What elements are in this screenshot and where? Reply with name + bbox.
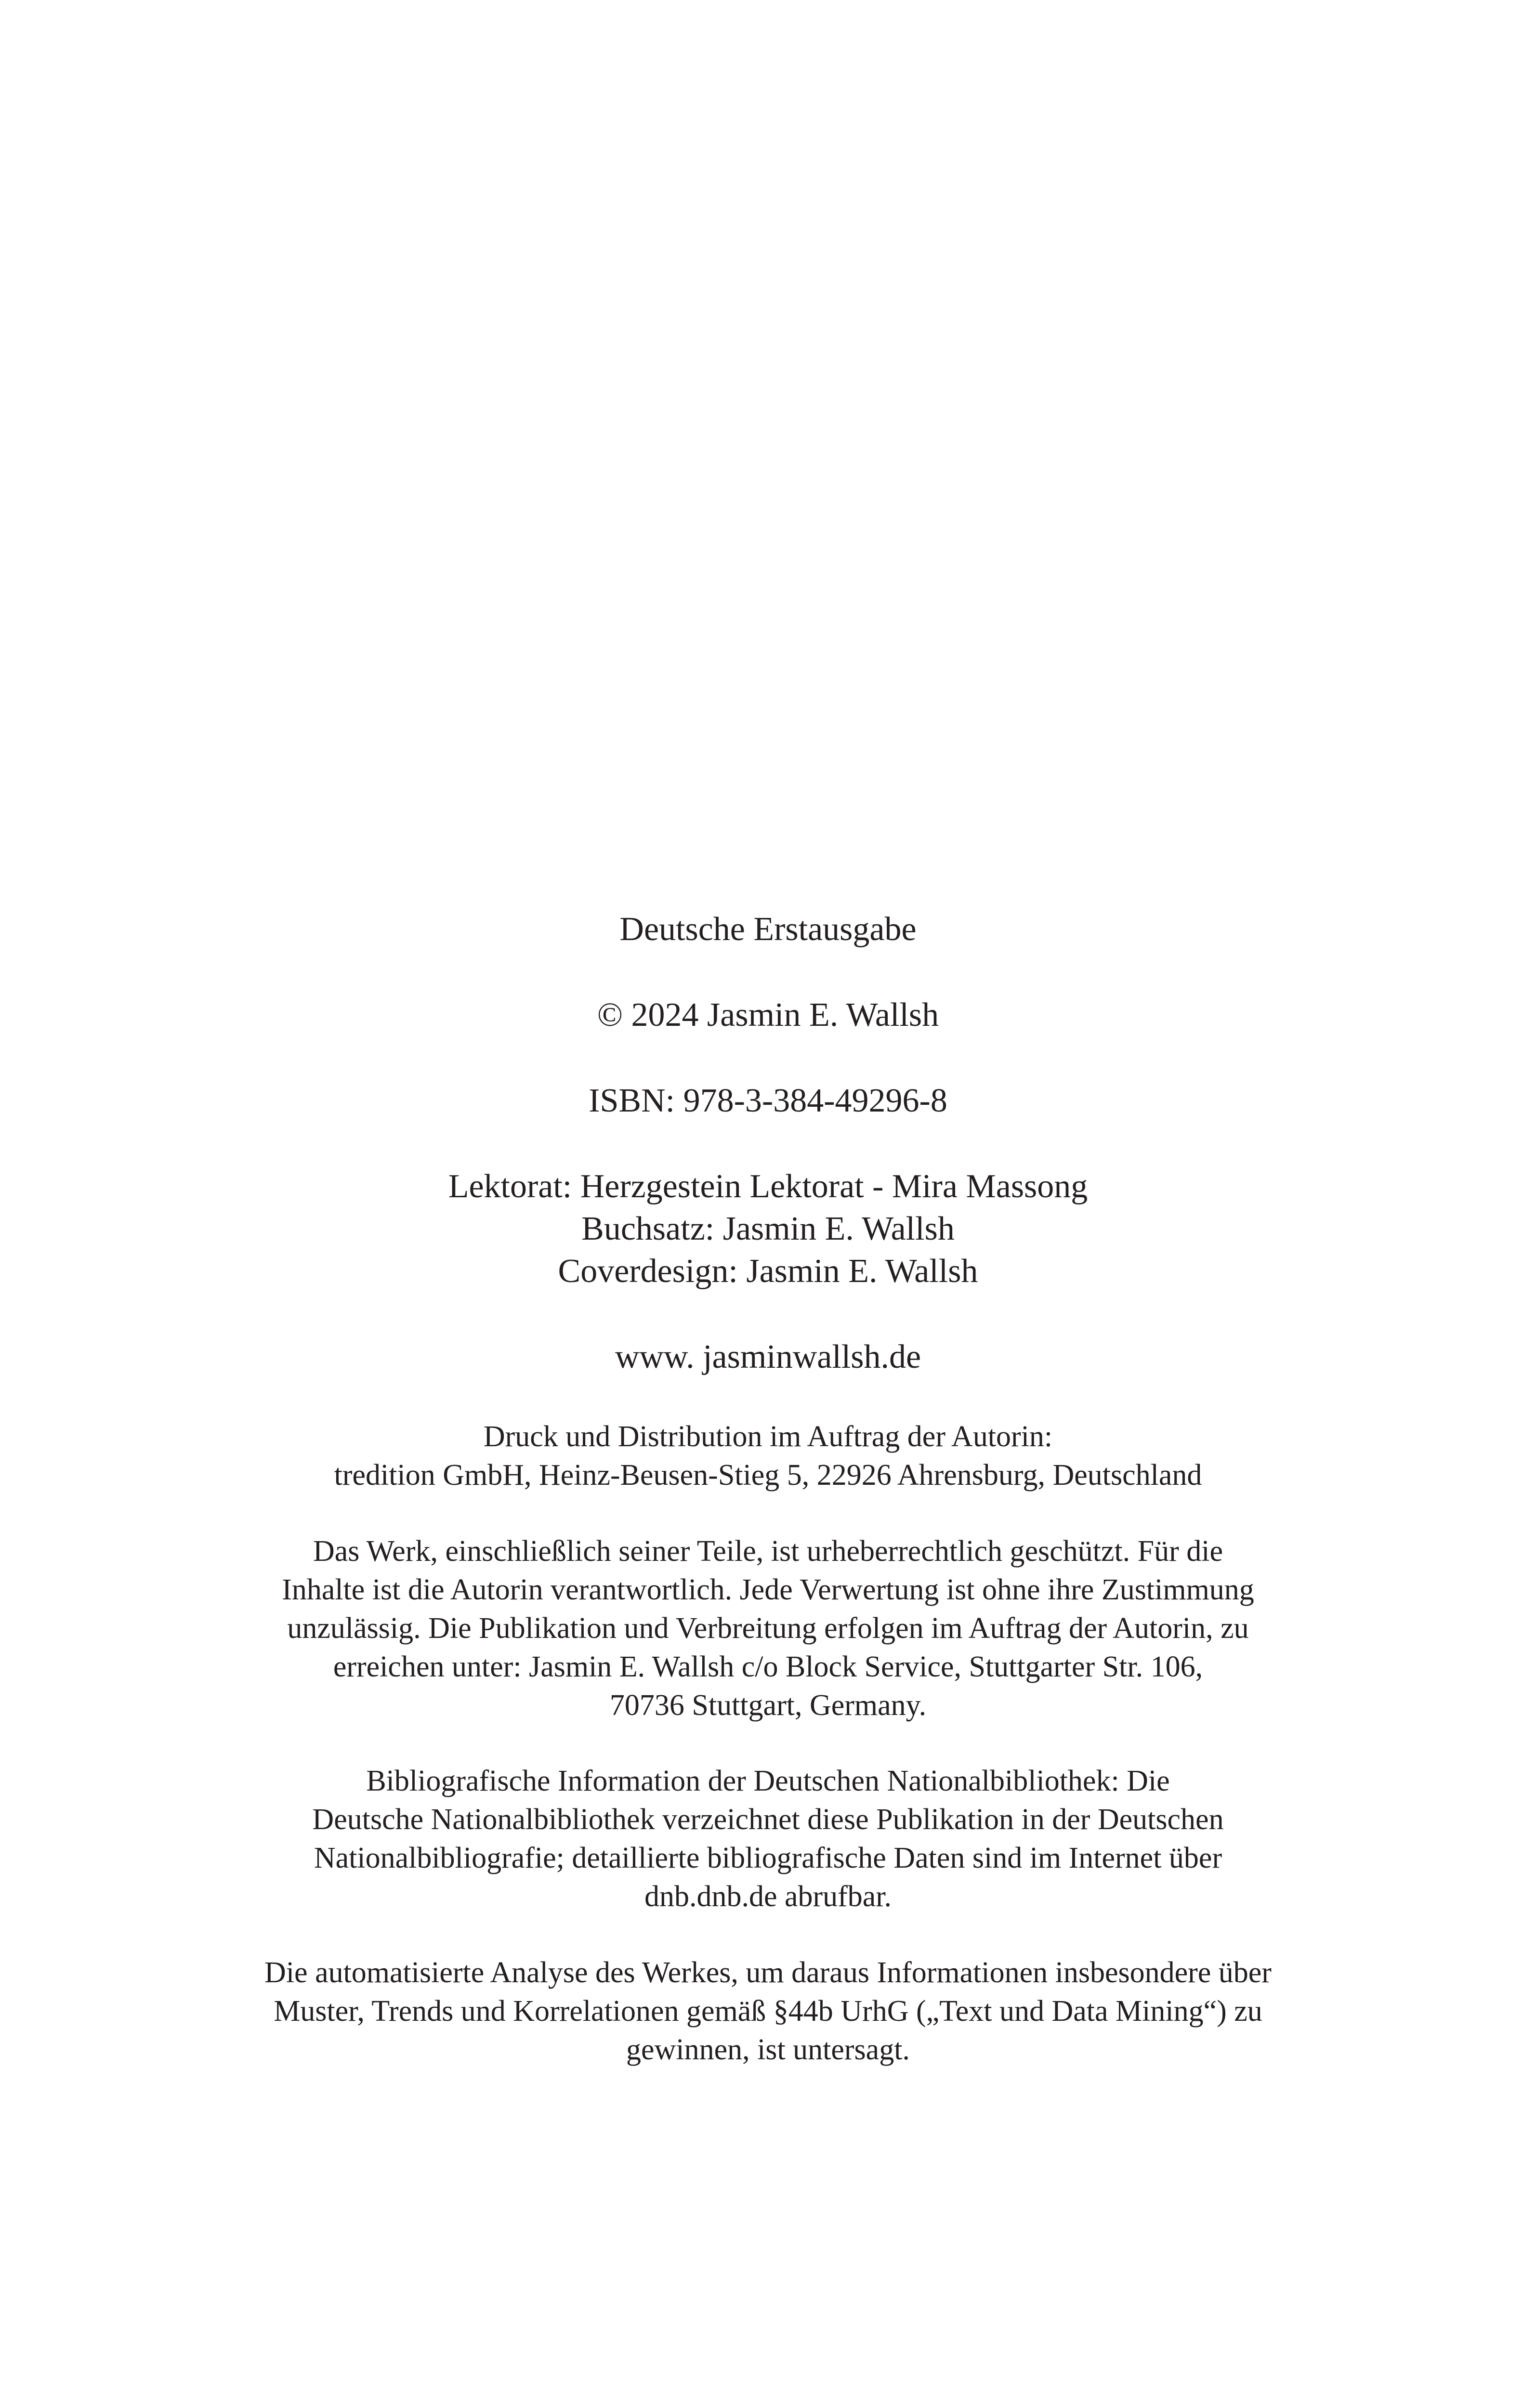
print-distribution-line: Druck und Distribution im Auftrag der Autorin: — [483, 1420, 1053, 1453]
copyright-notice-line: 70736 Stuttgart, Germany. — [609, 1689, 927, 1722]
copyright-line: © 2024 Jasmin E. Wallsh — [597, 996, 939, 1034]
bibliographic-info-line: Bibliografische Information der Deutschen Nationalbibliothek: Die — [366, 1765, 1170, 1797]
text-data-mining-line: Muster, Trends und Korrelationen gemäß §44b UrhG („Text und Data Mining“) zu — [274, 1995, 1262, 2028]
text-data-mining-line: gewinnen, ist untersagt. — [626, 2033, 910, 2066]
text-data-mining-line: Die automatisierte Analyse des Werkes, um daraus Informationen insbesondere über — [264, 1956, 1272, 1989]
bibliographic-info-line: dnb.dnb.de abrufbar. — [644, 1880, 892, 1913]
website-line: www. jasminwallsh.de — [615, 1338, 921, 1375]
copyright-notice-line: Inhalte ist die Autorin verantwortlich. Jede Verwertung ist ohne ihre Zustimmung — [282, 1573, 1254, 1606]
edition-line: Deutsche Erstausgabe — [619, 911, 917, 948]
bibliographic-info-line: Deutsche Nationalbibliothek verzeichnet diese Publikation in der Deutschen — [312, 1803, 1224, 1836]
cover-design-credit: Coverdesign: Jasmin E. Wallsh — [558, 1253, 978, 1290]
copyright-notice-line: Das Werk, einschließlich seiner Teile, ist urheberrechtlich geschützt. Für die — [313, 1535, 1223, 1568]
print-distribution-line: tredition GmbH, Heinz-Beusen-Stieg 5, 22926 Ahrensburg, Deutschland — [334, 1459, 1202, 1492]
editing-credit: Lektorat: Herzgestein Lektorat - Mira Massong — [448, 1168, 1088, 1205]
copyright-notice-line: unzulässig. Die Publikation und Verbreitung erfolgen im Auftrag der Autorin, zu — [287, 1612, 1249, 1645]
isbn-line: ISBN: 978-3-384-49296-8 — [589, 1082, 947, 1119]
bibliographic-info-line: Nationalbibliografie; detaillierte bibliografische Daten sind im Internet über — [314, 1842, 1222, 1874]
typesetting-credit: Buchsatz: Jasmin E. Wallsh — [581, 1210, 955, 1247]
copyright-notice-line: erreichen unter: Jasmin E. Wallsh c/o Block Service, Stuttgarter Str. 106, — [333, 1650, 1203, 1683]
